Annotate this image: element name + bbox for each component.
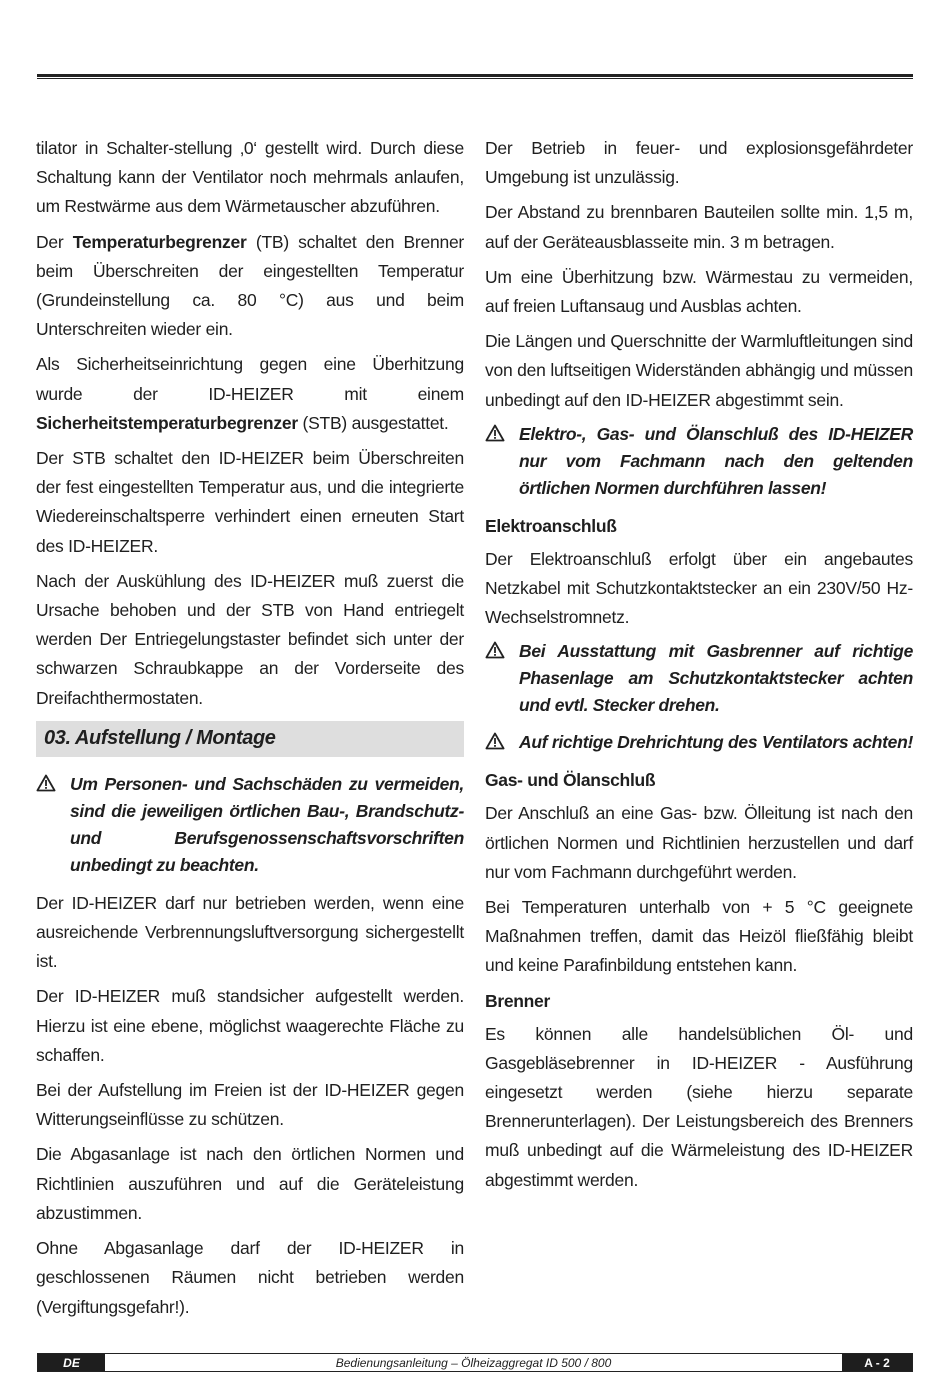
- paragraph: Der STB schaltet den ID-HEIZER beim Überschreiten der fest eingestellten Temperatur aus, und die integrierte Wiedereinschaltsperre verhindert einen erneuten Start des ID-HEIZER.: [36, 448, 464, 556]
- section-title: 03. Aufstellung / Montage: [36, 721, 464, 757]
- page-footer: [37, 1353, 913, 1372]
- warning-triangle-icon: [485, 729, 519, 756]
- language-label: DE: [38, 1354, 105, 1371]
- document-title: Bedienungsanleitung – Ölheizaggregat ID 500 / 800: [335, 1355, 612, 1370]
- warning-block: [485, 729, 913, 756]
- term-stb: Sicherheitstemperaturbegrenzer: [36, 412, 298, 433]
- paragraph: Um eine Überhitzung bzw. Wärmestau zu vermeiden, auf freien Luftansaug und Ausblas achten.: [485, 266, 913, 317]
- text: (STB) ausgestattet.: [297, 412, 449, 433]
- subheading-elektroanschluss: Elektroanschluß: [485, 515, 617, 536]
- paragraph: Die Längen und Querschnitte der Warmluftleitungen sind von den luftseitigen Widerständen abhängig und müssen unbedingt auf den ID-HEIZER abgestimmt sein.: [485, 331, 913, 410]
- right-column: [485, 134, 913, 1201]
- page-number: A - 2: [842, 1354, 912, 1371]
- subheading-brenner: Brenner: [485, 990, 551, 1011]
- paragraph: Der Betrieb in feuer- und explosionsgefährdeter Umgebung ist unzulässig.: [485, 138, 913, 188]
- text: Der: [36, 231, 73, 252]
- warning-triangle-icon: [485, 638, 519, 719]
- paragraph: Der Elektroanschluß erfolgt über ein angebautes Netzkabel mit Schutzkontaktstecker an ein 230V/50 Hz-Wechselstromnetz.: [485, 548, 913, 628]
- paragraph: Der Abstand zu brennbaren Bauteilen sollte min. 1,5 m, auf der Geräteausblasseite min. 3 m betragen.: [485, 202, 913, 252]
- paragraph: Ohne Abgasanlage darf der ID-HEIZER in geschlossenen Räumen nicht betrieben werden (Vergiftungsgefahr!).: [36, 1238, 464, 1317]
- paragraph: Der ID-HEIZER darf nur betrieben werden, wenn eine ausreichende Verbrennungsluftversorgung sichergestellt ist.: [36, 892, 464, 972]
- warning-block: [485, 421, 913, 502]
- warning-text: Bei Ausstattung mit Gasbrenner auf richtige Phasenlage am Schutzkontaktstecker achten und evtl. Stecker drehen.: [519, 641, 913, 716]
- subheading-gas-oelanschluss: Gas- und Ölanschluß: [485, 770, 656, 791]
- paragraph-stb: [36, 350, 464, 438]
- paragraph-temperaturbegrenzer: [36, 228, 464, 345]
- term-temperaturbegrenzer: Temperaturbegrenzer: [72, 231, 247, 252]
- text: (TB) schaltet den Brenner beim Überschreiten der eingestellten Temperatur (Grundeinstellung ca. 80 °C) aus und beim Unterschreiten wieder ein.: [36, 231, 465, 340]
- paragraph: Die Abgasanlage ist nach den örtlichen Normen und Richtlinien auszuführen und auf die Geräteleistung abzustimmen.: [36, 1144, 464, 1223]
- paragraph: Der Anschluß an eine Gas- bzw. Ölleitung ist nach den örtlichen Normen und Richtlinien herzustellen und darf nur vom Fachmann durchgeführt werden.: [485, 803, 913, 882]
- paragraph: Es können alle handelsüblichen Öl- und Gasgebläsebrenner in ID-HEIZER - Ausführung eingesetzt werden (siehe hierzu separate Brennerunterlagen). Der Leistungsbereich des Brenners muß unbedingt auf die Wärmeleistung des ID-HEIZER abgestimmt werden.: [485, 1023, 913, 1190]
- paragraph: Bei Temperaturen unterhalb von + 5 °C geeignete Maßnahmen treffen, damit das Heizöl fließfähig bleibt und keine Parafinbildung entstehen kann.: [485, 897, 913, 976]
- warning-text: Auf richtige Drehrichtung des Ventilators achten!: [519, 732, 914, 753]
- paragraph: Der ID-HEIZER muß standsicher aufgestellt werden. Hierzu ist eine ebene, möglichst waagerechte Fläche zu schaffen.: [36, 986, 464, 1065]
- warning-block: [36, 771, 464, 879]
- paragraph: Nach der Auskühlung des ID-HEIZER muß zuerst die Ursache behoben und der STB von Hand entriegelt werden Der Entriegelungstaster befindet sich unter der schwarzen Schraubkappe an der Vorderseite des Dreifachthermostaten.: [36, 570, 464, 708]
- paragraph: Bei der Aufstellung im Freien ist der ID-HEIZER gegen Witterungseinflüsse zu schützen.: [36, 1080, 464, 1130]
- warning-triangle-icon: [36, 771, 70, 879]
- header-rule: [37, 74, 913, 79]
- warning-triangle-icon: [485, 421, 519, 502]
- warning-text: Um Personen- und Sachschäden zu vermeiden, sind die jeweiligen örtlichen Bau-, Brandschutz- und Berufsgenossenschaftsvorschriften unbedingt zu beachten.: [70, 773, 464, 875]
- warning-block: [485, 638, 913, 719]
- left-column: [36, 134, 464, 1328]
- warning-text: Elektro-, Gas- und Ölanschluß des ID-HEIZER nur vom Fachmann nach den geltenden örtlichen Normen durchführen lassen!: [519, 423, 913, 498]
- paragraph: tilator in Schalter-stellung ‚0‘ gestellt wird. Durch diese Schaltung kann der Ventilator noch mehrmals anlaufen, um Restwärme aus dem Wärmetauscher abzuführen.: [36, 138, 464, 217]
- text: Als Sicherheitseinrichtung gegen eine Überhitzung wurde der ID-HEIZER mit einem: [36, 354, 464, 404]
